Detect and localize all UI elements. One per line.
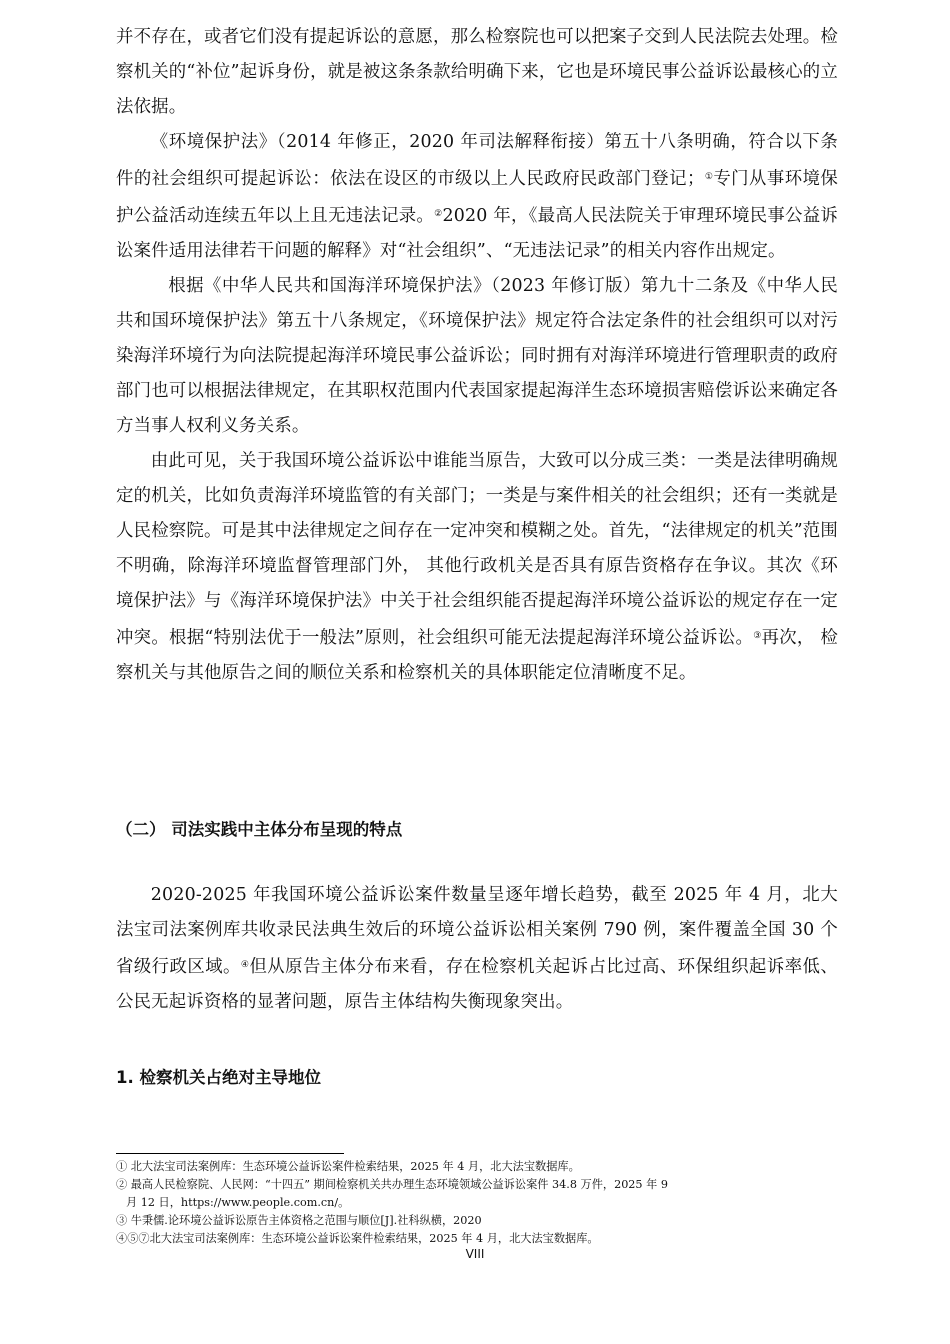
footnote-1: ① 北大法宝司法案例库：生态环境公益诉讼案件检索结果，2025 年 4 月，北大法宝数据库。 — [116, 1160, 580, 1173]
section-heading: （二） 司法实践中主体分布呈现的特点 — [116, 820, 403, 839]
paragraph-2-part-b: 专门从事环境保护公益活动连续五年以上且无违法记录。 — [116, 169, 838, 226]
footnote-marker-2[interactable]: ② — [434, 209, 443, 219]
section-2-paragraph — [116, 878, 838, 1020]
section-2-part-a: 2020-2025 年我国环境公益诉讼案件数量呈逐年增长趋势，截至 2025 年 4 月，北大法宝司法案例库共收录民法典生效后的环境公益诉讼相关案例 790 例，案件覆盖全国 30 个省级行政区域。 — [116, 885, 838, 977]
footnote-marker-4[interactable]: ④ — [240, 960, 250, 970]
footnote-4: ④⑤⑦北大法宝司法案例库：生态环境公益诉讼案件检索结果，2025 年 4 月，北大法宝数据库。 — [116, 1232, 599, 1245]
main-text — [116, 20, 838, 691]
paragraph-4-part-a: 由此可见，关于我国环境公益诉讼中谁能当原告，大致可以分成三类：一类是法律明确规定的机关，比如负责海洋环境监管的有关部门；一类是与案件相关的社会组织；还有一类就是人民检察院。可是其中法律规定之间存在一定冲突和模糊之处。首先，“法律规定的机关”范围不明确，除海洋环境监督管理部门外， 其他行政机关是否具有原告资格存在争议。其次《环境保护法》与《海洋环境保护法》中关于社会组织能否提起海洋环境公益诉讼的规定存在一定冲突。根据“特别法优于一般法”原则，社会组织可能无法提起海洋环境公益诉讼。 — [116, 451, 838, 648]
footnote-2: ② 最高人民检察院、人民网：“十四五” 期间检察机关共办理生态环境领域公益诉讼案件 34.8 万件，2025 年 9 — [116, 1178, 668, 1191]
footnote-2-continued: 月 12 日，https://www.people.com.cn/。 — [126, 1196, 350, 1209]
subsection-heading: 1. 检察机关占绝对主导地位 — [116, 1068, 321, 1087]
footnote-3: ③ 牛秉儒.论环境公益诉讼原告主体资格之范围与顺位[J].社科纵横，2020 — [116, 1214, 482, 1227]
section-2-part-b: 但从原告主体分布来看，存在检察机关起诉占比过高、环保组织起诉率低、公民无起诉资格的显著问题，原告主体结构失衡现象突出。 — [116, 957, 838, 1012]
paragraph-1: 并不存在，或者它们没有提起诉讼的意愿，那么检察院也可以把案子交到人民法院去处理。检察机关的“补位”起诉身份，就是被这条条款给明确下来，它也是环境民事公益诉讼最核心的立法依据。 — [116, 27, 838, 117]
paragraph-2 — [116, 125, 838, 269]
section-2-text — [116, 878, 838, 1020]
footnote-marker-3[interactable]: ③ — [753, 631, 762, 641]
paragraph-4 — [116, 444, 838, 691]
page-number: VIII — [465, 1247, 485, 1261]
footnote-marker-1[interactable]: ① — [704, 172, 714, 182]
paragraph-4-part-b: 再次， 检察机关与其他原告之间的顺位关系和检察机关的具体职能定位清晰度不足。 — [116, 628, 838, 683]
paragraph-3: 根据《中华人民共和国海洋环境保护法》（2023 年修订版）第九十二条及《中华人民共和国环境保护法》第五十八条规定，《环境保护法》规定符合法定条件的社会组织可以对污染海洋环境行为向法院提起海洋环境民事公益诉讼；同时拥有对海洋环境进行管理职责的政府部门也可以根据法律规定，在其职权范围内代表国家提起海洋生态环境损害赔偿诉讼来确定各方当事人权利义务关系。 — [116, 276, 838, 436]
footnotes — [116, 1158, 838, 1248]
paragraph-2-part-c: 2020 年，《最高人民法院关于审理环境民事公益诉讼案件适用法律若干问题的解释》对“社会组织”、“无违法记录”的相关内容作出规定。 — [116, 206, 838, 261]
paragraph-2-part-a: 《环境保护法》（2014 年修正，2020 年司法解释衔接）第五十八条明确，符合以下条件的社会组织可提起诉讼：依法在设区的市级以上人民政府民政部门登记； — [116, 132, 838, 189]
footnote-divider — [116, 1153, 344, 1154]
